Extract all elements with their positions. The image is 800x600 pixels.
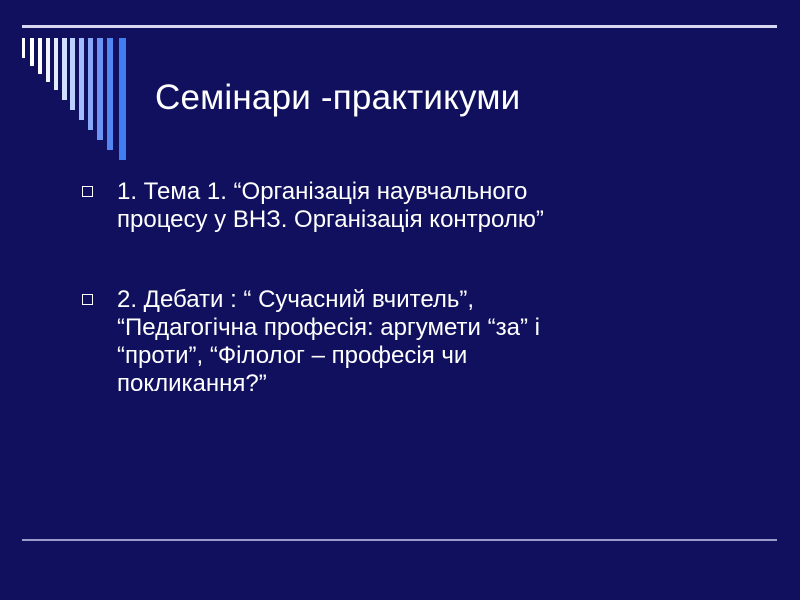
stripe-bar [88, 38, 93, 130]
stripe-bar [22, 38, 25, 58]
stripe-bar [70, 38, 75, 110]
bullet-text-line: “проти”, “Філолог – професія чи [117, 342, 468, 369]
bullet-item-topic [82, 178, 702, 234]
vertical-stripes-decoration [0, 0, 140, 170]
stripe-bar [119, 38, 126, 160]
bullet-text-line: процесу у ВНЗ. Організація контролю” [117, 206, 544, 233]
bullet-text-line: “Педагогічна професія: аргумети “за” і [117, 314, 540, 341]
slide-title: Семінари -практикуми [155, 78, 521, 117]
stripe-bar [46, 38, 50, 82]
bullet-text-line: покликання?” [117, 370, 267, 397]
stripe-bar [107, 38, 113, 150]
stripe-bar [79, 38, 84, 120]
stripe-bar [54, 38, 58, 90]
bullet-text-line: 1. Тема 1. “Організація наувчального [117, 178, 528, 205]
stripe-bar [30, 38, 34, 66]
bullet-list [82, 178, 702, 398]
bullet-text-line: 2. Дебати : “ Сучасний вчитель”, [117, 286, 475, 313]
bullet-item-debate [82, 286, 702, 398]
stripe-bar [38, 38, 42, 74]
hollow-square-bullet-icon [82, 294, 93, 305]
stripe-bar [97, 38, 103, 140]
bottom-rule-divider [22, 539, 777, 541]
stripe-bar [62, 38, 67, 100]
hollow-square-bullet-icon [82, 186, 93, 197]
